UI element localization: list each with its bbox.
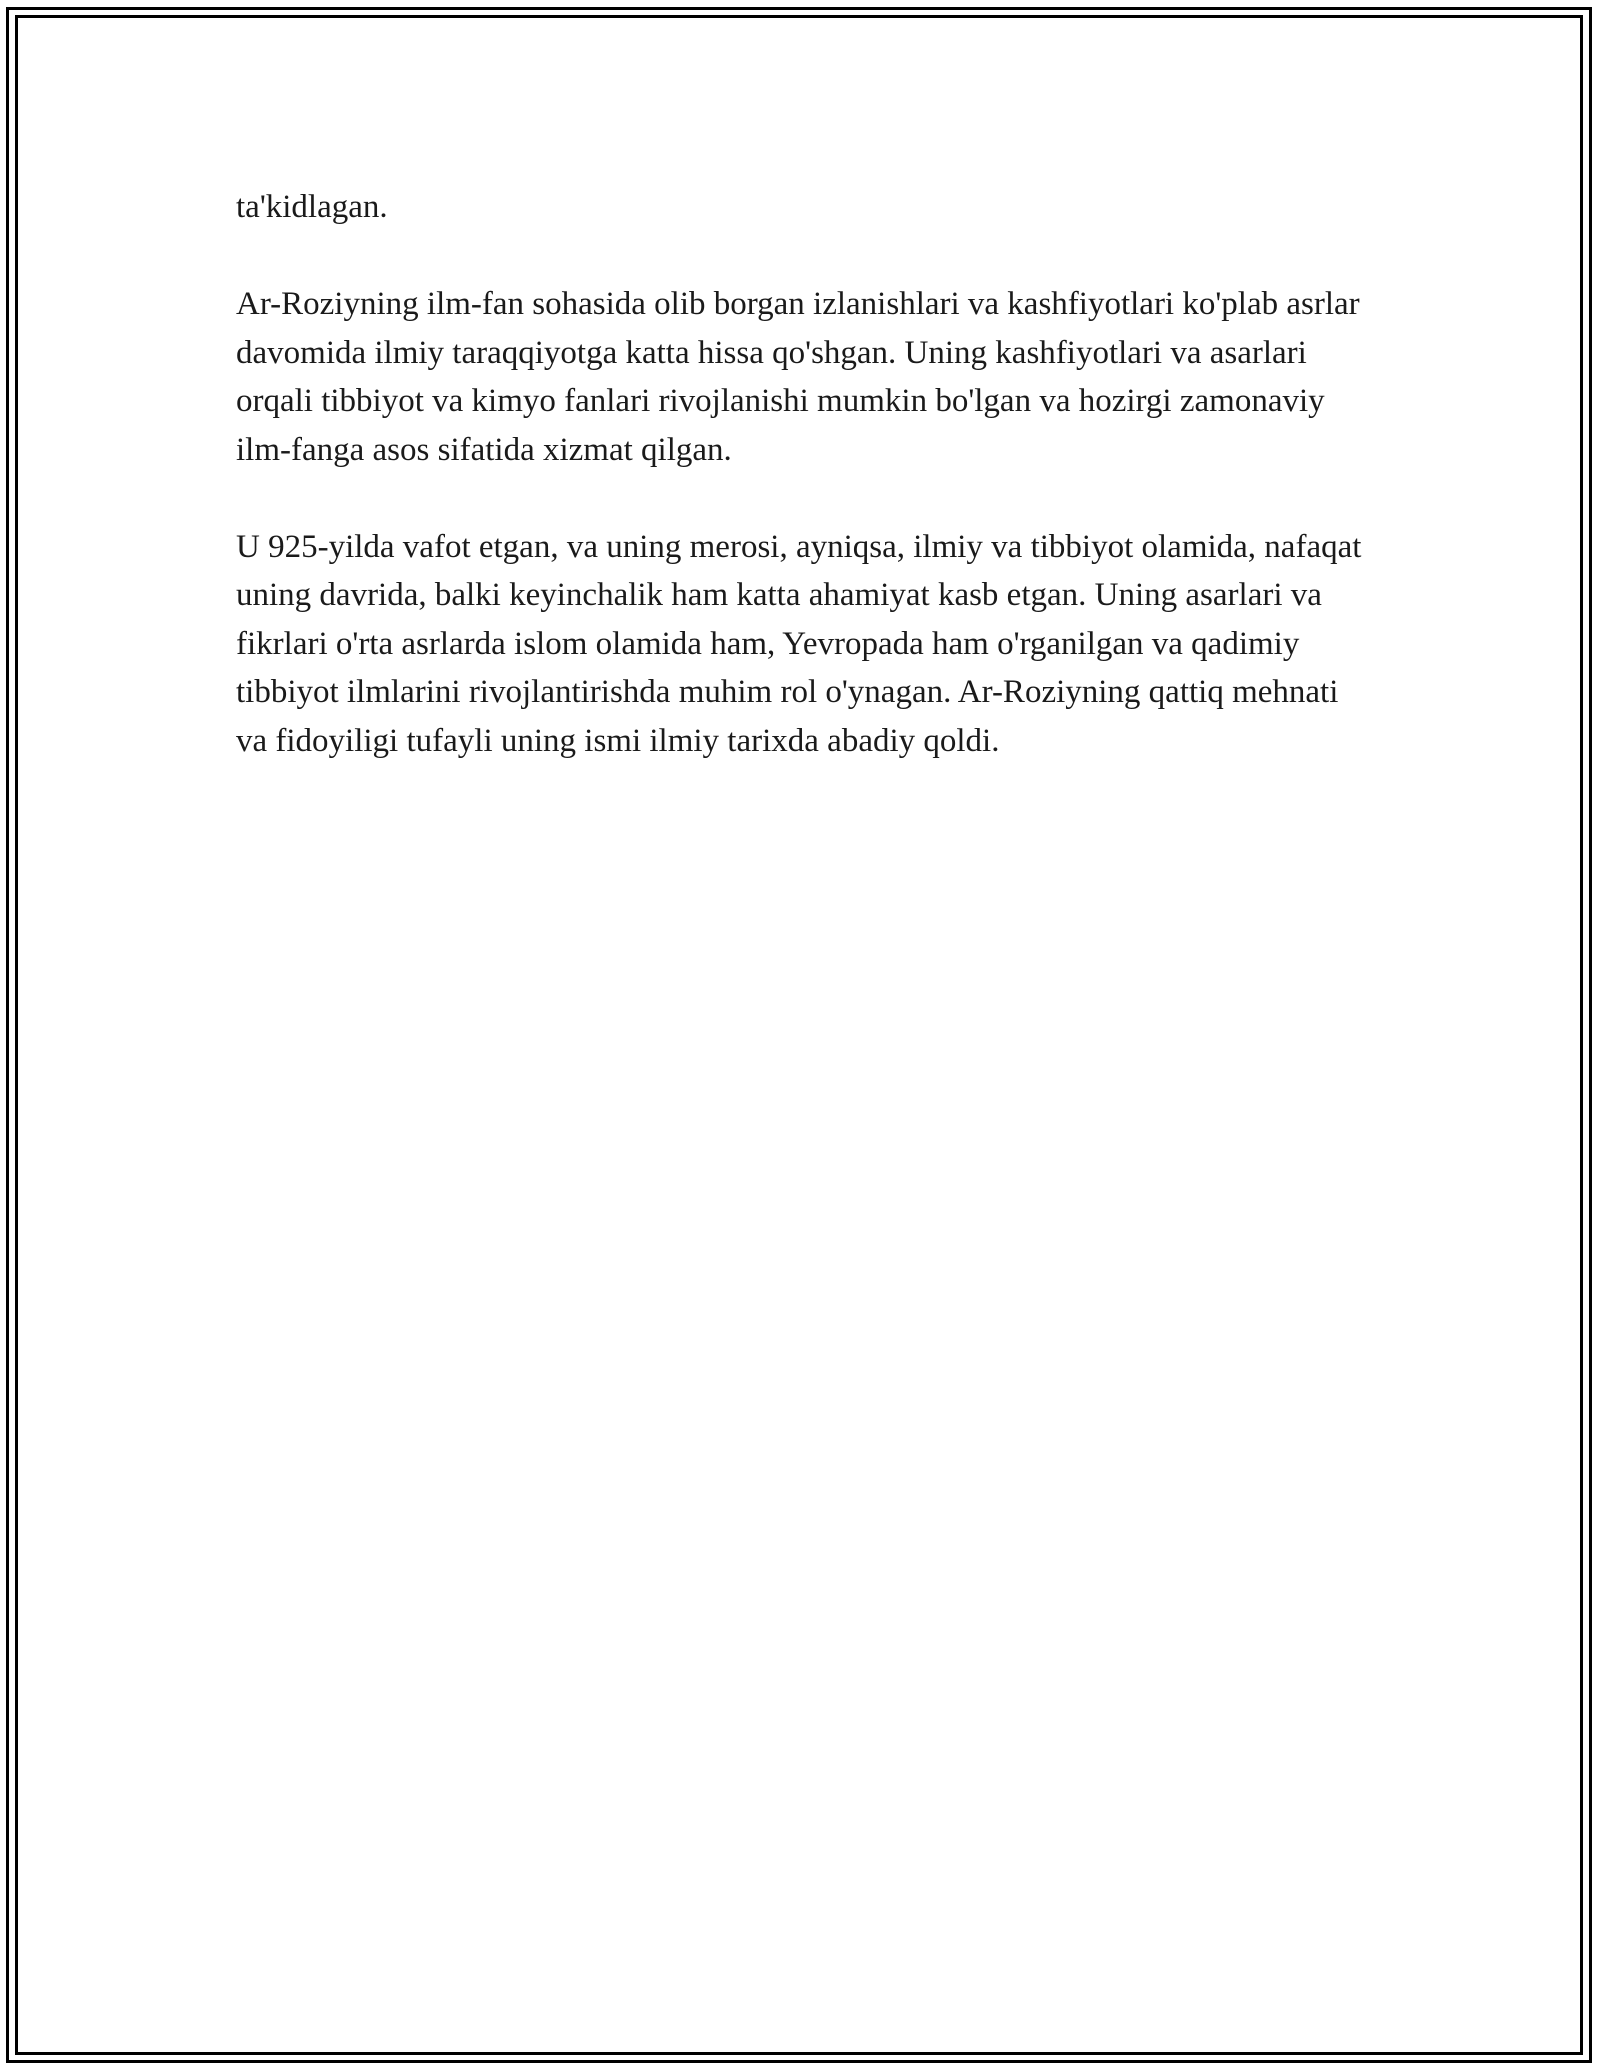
paragraph-1: ta'kidlagan. <box>236 189 388 225</box>
document-body <box>236 183 1376 814</box>
paragraph-2: Ar-Roziyning ilm-fan sohasida olib borgan izlanishlari va kashfiyotlari ko'plab asrlar davomida ilmiy taraqqiyotga katta hissa qo'shgan. Uning kashfiyotlari va asarlari orqali tibbiyot va kimyo fanlari rivojlanishi mumkin bo'lgan va hozirgi zamonaviy ilm-fanga asos sifatida xizmat qilgan. <box>236 286 1360 468</box>
paragraph-3: U 925-yilda vafot etgan, va uning merosi, ayniqsa, ilmiy va tibbiyot olamida, nafaqat uning davrida, balki keyinchalik ham katta ahamiyat kasb etgan. Uning asarlari va fikrlari o'rta asrlarda islom olamida ham, Yevropada ham o'rganilgan va qadimiy tibbiyot ilmlarini rivojlantirishda muhim rol o'ynagan. Ar-Roziyning qattiq mehnati va fidoyiligi tufayli uning ismi ilmiy tarixda abadiy qoldi. <box>236 528 1362 759</box>
